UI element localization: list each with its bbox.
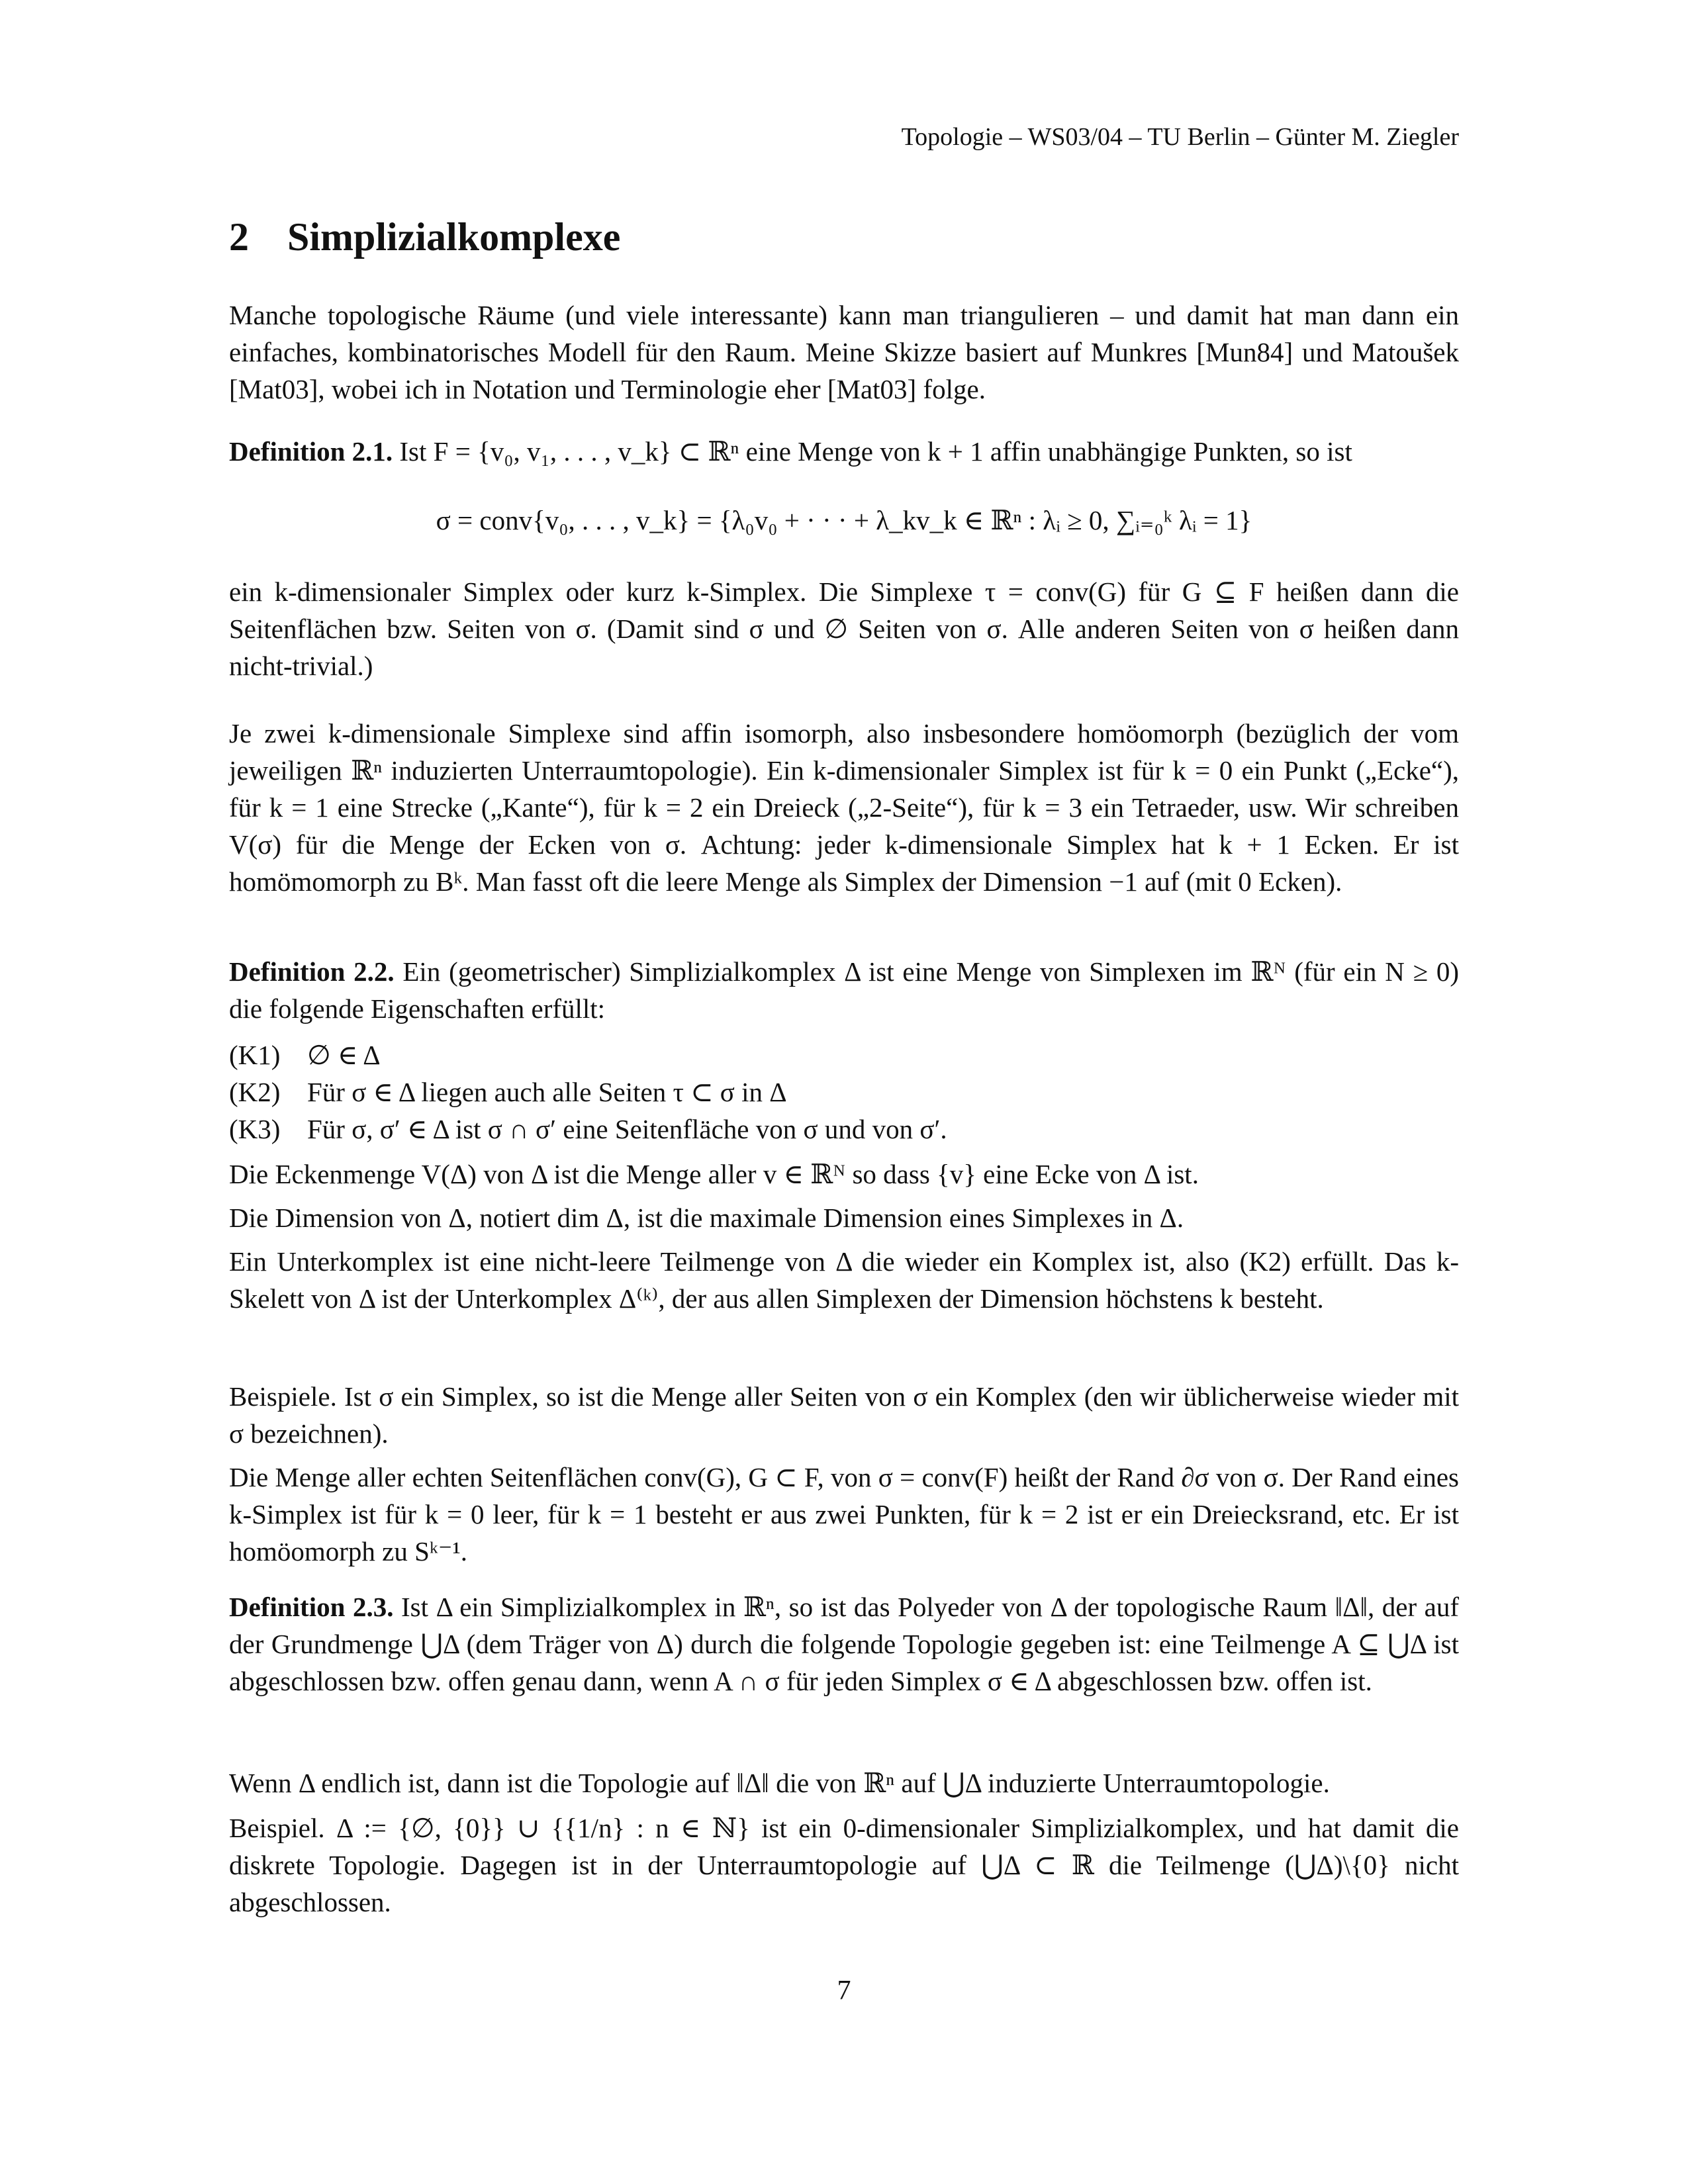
section-number: 2 bbox=[229, 215, 249, 259]
running-header: Topologie – WS03/04 – TU Berlin – Günter M. Ziegler bbox=[901, 123, 1459, 151]
definition-2-2 bbox=[229, 953, 1459, 1027]
dimension-definition: Die Dimension von Δ, notiert dim Δ, ist die maximale Dimension eines Simplexes in Δ. bbox=[229, 1203, 1184, 1233]
axiom-k2 bbox=[229, 1073, 787, 1111]
beispiel-paragraph: Beispiel. Δ := {∅, {0}} ∪ {{1/n} : n ∈ ℕ} ist ein 0-dimensionaler Simplizialkomplex, und hat damit die diskrete Topologie. Dagegen ist in der Unterraumtopologie auf ⋃Δ ⊂ ℝ die Teilmenge (⋃Δ)\{0} nicht abgeschlossen. bbox=[229, 1813, 1459, 1917]
axiom-k1-label: (K1) bbox=[229, 1040, 281, 1070]
axiom-k1 bbox=[229, 1036, 381, 1073]
definition-2-3-text: Ist Δ ein Simplizialkomplex in ℝⁿ, so ist das Polyeder von Δ der topologische Raum ‖Δ‖, der auf der Grundmenge ⋃Δ (dem Träger von Δ) durch die folgende Topologie gegeben ist: eine Teilmenge A ⊆ ⋃Δ ist abgeschlossen bzw. offen genau dann, wenn A ∩ σ für jeden Simplex σ ∈ Δ abgeschlossen bzw. offen ist. bbox=[229, 1592, 1460, 1696]
axiom-k3-label: (K3) bbox=[229, 1114, 281, 1144]
unterkomplex-definition: Ein Unterkomplex ist eine nicht-leere Teilmenge von Δ die wieder ein Komplex ist, also (K2) erfüllt. Das k-Skelett von Δ ist der Unterkomplex Δ⁽ᵏ⁾, der aus allen Simplexen der Dimension höchstens k besteht. bbox=[229, 1246, 1459, 1314]
definition-2-3 bbox=[229, 1588, 1459, 1700]
definition-2-2-label: Definition 2.2. bbox=[229, 956, 395, 987]
definition-2-1-text: Ist F = {v₀, v₁, . . . , v_k} ⊂ ℝⁿ eine Menge von k + 1 affin unabhängige Punkten, so ist bbox=[399, 436, 1352, 467]
eckenmenge-definition: Die Eckenmenge V(Δ) von Δ ist die Menge aller v ∈ ℝᴺ so dass {v} eine Ecke von Δ ist. bbox=[229, 1159, 1199, 1189]
definition-2-1-label: Definition 2.1. bbox=[229, 436, 393, 467]
simplex-formula: σ = conv{v₀, . . . , v_k} = {λ₀v₀ + · · · + λ_kv_k ∈ ℝⁿ : λᵢ ≥ 0, ∑ᵢ₌₀ᵏ λᵢ = 1} bbox=[436, 505, 1252, 535]
intro-paragraph: Manche topologische Räume (und viele interessante) kann man triangulieren – und damit hat man dann ein einfaches, kombinatorisches Modell für den Raum. Meine Skizze basiert auf Munkres [Mun84] und Matoušek [Mat03], wobei ich in Notation und Terminologie eher [Mat03] folge. bbox=[229, 300, 1459, 404]
page-number: 7 bbox=[837, 1976, 851, 2006]
axiom-k3 bbox=[229, 1111, 947, 1148]
axiom-k2-text: Für σ ∈ Δ liegen auch alle Seiten τ ⊂ σ in Δ bbox=[307, 1077, 787, 1107]
section-title-text: Simplizialkomplexe bbox=[287, 215, 621, 259]
axiom-k1-text: ∅ ∈ Δ bbox=[307, 1040, 381, 1070]
definition-2-1-continuation: ein k-dimensionaler Simplex oder kurz k-Simplex. Die Simplexe τ = conv(G) für G ⊆ F heißen dann die Seitenflächen bzw. Seiten von σ. (Damit sind σ und ∅ Seiten von σ. Alle anderen Seiten von σ heißen dann nicht-trivial.) bbox=[229, 576, 1459, 681]
beispiele-paragraph: Beispiele. Ist σ ein Simplex, so ist die Menge aller Seiten von σ ein Komplex (den wir üblicherweise wieder mit σ bezeichnen). bbox=[229, 1381, 1459, 1449]
endlich-paragraph: Wenn Δ endlich ist, dann ist die Topologie auf ‖Δ‖ die von ℝⁿ auf ⋃Δ induzierte Unterraumtopologie. bbox=[229, 1768, 1330, 1798]
definition-2-1 bbox=[229, 433, 1459, 470]
axiom-k2-label: (K2) bbox=[229, 1077, 281, 1107]
isomorphy-paragraph: Je zwei k-dimensionale Simplexe sind affin isomorph, also insbesondere homöomorph (bezüglich der vom jeweiligen ℝⁿ induzierten Unterraumtopologie). Ein k-dimensionaler Simplex ist für k = 0 ein Punkt („Ecke“), für k = 1 eine Strecke („Kante“), für k = 2 ein Dreieck („2-Seite“), für k = 3 ein Tetraeder, usw. Wir schreiben V(σ) für die Menge der Ecken von σ. Achtung: jeder k-dimensionale Simplex hat k + 1 Ecken. Er ist homömomorph zu Bᵏ. Man fasst oft die leere Menge als Simplex der Dimension −1 auf (mit 0 Ecken). bbox=[229, 718, 1459, 897]
definition-2-2-text: Ein (geometrischer) Simplizialkomplex Δ ist eine Menge von Simplexen im ℝᴺ (für ein N ≥ 0) die folgende Eigenschaften erfüllt: bbox=[229, 956, 1459, 1024]
section-title bbox=[229, 210, 620, 263]
definition-2-3-label: Definition 2.3. bbox=[229, 1592, 394, 1622]
rand-paragraph: Die Menge aller echten Seitenflächen conv(G), G ⊂ F, von σ = conv(F) heißt der Rand ∂σ von σ. Der Rand eines k-Simplex ist für k = 0 leer, für k = 1 besteht er aus zwei Punkten, für k = 2 ist er ein Dreiecksrand, etc. Er ist homöomorph zu Sᵏ⁻¹. bbox=[229, 1462, 1459, 1567]
axiom-k3-text: Für σ, σ′ ∈ Δ ist σ ∩ σ′ eine Seitenfläche von σ und von σ′. bbox=[307, 1114, 947, 1144]
